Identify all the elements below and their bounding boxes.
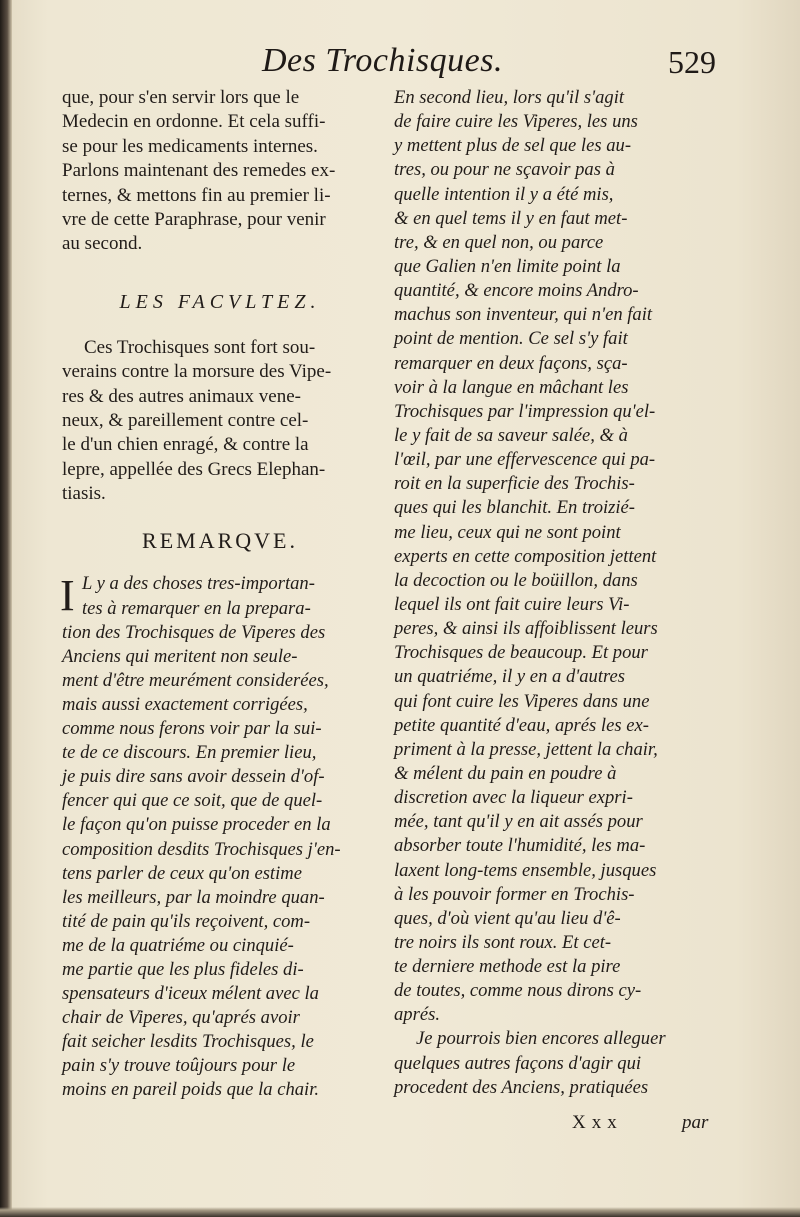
running-head: Des Trochisques.	[262, 42, 503, 79]
text-line: me partie que les plus fideles di-	[62, 958, 304, 980]
text-line: En second lieu, lors qu'il s'agit	[394, 87, 625, 108]
text-line: au second.	[62, 233, 143, 255]
text-line: tens parler de ceux qu'on estime	[62, 862, 302, 884]
text-line: L y a des choses tres-importan-	[82, 573, 315, 595]
text-line: mée, tant qu'il y en ait assés pour	[394, 811, 643, 833]
text-line: tité de pain qu'ils reçoivent, com-	[62, 910, 311, 932]
text-line: te de ce discours. En premier lieu,	[62, 742, 317, 764]
text-line: peres, & ainsi ils affoiblissent leurs	[394, 618, 658, 640]
text-line: tiasis.	[62, 483, 106, 505]
drop-cap: I	[60, 571, 75, 621]
text-line: petite quantité d'eau, aprés les ex-	[394, 714, 649, 736]
signature-mark: Xxx	[572, 1112, 623, 1133]
page-bottom-edge	[0, 1207, 800, 1217]
text-line: ques qui les blanchit. En troizié-	[394, 497, 636, 519]
text-line: Medecin en ordonne. Et cela suffi-	[62, 111, 326, 133]
text-line: ques, d'où vient qu'au lieu d'ê-	[394, 907, 621, 929]
text-line: le d'un chien enragé, & contre la	[62, 434, 309, 456]
text-line: fencer qui que ce soit, que de quel-	[62, 790, 323, 812]
catchword: par	[682, 1112, 709, 1133]
text-line: que, pour s'en servir lors que le	[62, 87, 300, 108]
text-line: laxent long-tems ensemble, jusques	[394, 859, 657, 881]
text-line: neux, & pareillement contre cel-	[62, 409, 309, 431]
text-line: me lieu, ceux qui ne sont point	[394, 521, 621, 543]
text-line: tes à remarquer en la prepara-	[82, 597, 311, 619]
text-line: le y fait de sa saveur salée, & à	[394, 424, 628, 446]
text-line: ment d'être meurément considerées,	[62, 669, 329, 691]
text-line: qui font cuire les Viperes dans une	[394, 690, 650, 712]
text-line: les meilleurs, par la moindre quan-	[62, 886, 325, 908]
text-line: quelques autres façons d'agir qui	[394, 1052, 642, 1074]
page-binding-shadow	[0, 0, 12, 1217]
text-line: absorber toute l'humidité, les ma-	[394, 835, 646, 857]
text-line: tion des Trochisques de Viperes des	[62, 621, 326, 643]
section-heading-remarque: REMARQVE.	[142, 528, 298, 554]
section-heading-facultez: LES FACVLTEZ.	[119, 290, 321, 313]
facultez-paragraph	[62, 336, 378, 507]
text-line: priment à la presse, jettent la chair,	[394, 738, 658, 760]
text-line: machus son inventeur, qui n'en fait	[394, 304, 653, 326]
text-line: tre noirs ils sont roux. Et cet-	[394, 931, 612, 953]
text-line: voir à la langue en mâchant les	[394, 376, 629, 398]
text-line: mais aussi exactement corrigées,	[62, 693, 308, 715]
text-line: y mettent plus de sel que les au-	[394, 135, 632, 157]
text-line: Je pourrois bien encores alleguer	[416, 1028, 666, 1050]
text-line: pain s'y trouve toûjours pour le	[62, 1055, 296, 1077]
text-line: chair de Viperes, qu'aprés avoir	[62, 1007, 300, 1029]
left-column	[62, 86, 378, 1103]
text-line: Ces Trochisques sont fort sou-	[84, 336, 316, 358]
text-line: de faire cuire les Viperes, les uns	[394, 111, 638, 133]
remarque-paragraph	[62, 572, 378, 1102]
text-line: procedent des Anciens, pratiquées	[394, 1076, 649, 1098]
text-line: un quatriéme, il y en a d'autres	[394, 666, 626, 688]
text-line: aprés.	[394, 1004, 440, 1026]
text-line: & mélent du pain en poudre à	[394, 762, 617, 784]
text-line: l'œil, par une effervescence qui pa-	[394, 449, 656, 471]
page-number: 529	[668, 44, 716, 80]
text-line: quantité, & encore moins Andro-	[394, 280, 639, 302]
text-line: le façon qu'on puisse proceder en la	[62, 814, 331, 836]
text-line: composition desdits Trochisques j'en-	[62, 838, 341, 860]
text-line: je puis dire sans avoir dessein d'of-	[62, 766, 325, 788]
text-line: tre, & en quel non, ou parce	[394, 231, 604, 253]
text-line: Parlons maintenant des remedes ex-	[62, 160, 336, 182]
text-line: tres, ou pour ne sçavoir pas à	[394, 159, 615, 181]
text-line: fait seicher lesdits Trochisques, le	[62, 1031, 314, 1053]
text-line: me de la quatriéme ou cinquié-	[62, 934, 294, 956]
text-line: Anciens qui meritent non seule-	[62, 645, 298, 667]
text-line: Trochisques par l'impression qu'el-	[394, 400, 656, 422]
intro-paragraph	[62, 86, 378, 257]
text-line: la decoction ou le boüillon, dans	[394, 569, 638, 591]
text-line: que Galien n'en limite point la	[394, 255, 621, 277]
text-line: experts en cette composition jettent	[394, 545, 657, 567]
text-line: à les pouvoir former en Trochis-	[394, 883, 635, 905]
text-line: point de mention. Ce sel s'y fait	[394, 328, 628, 350]
right-column	[394, 86, 730, 1100]
text-line: vre de cette Paraphrase, pour venir	[62, 208, 326, 230]
text-line: Trochisques de beaucoup. Et pour	[394, 642, 648, 664]
text-line: spensateurs d'iceux mélent avec la	[62, 983, 319, 1005]
text-line: remarquer en deux façons, sça-	[394, 352, 628, 374]
text-line: te derniere methode est la pire	[394, 956, 621, 978]
text-line: discretion avec la liqueur expri-	[394, 787, 633, 809]
text-line: ternes, & mettons fin au premier li-	[62, 184, 331, 206]
text-line: roit en la superficie des Trochis-	[394, 473, 635, 495]
text-line: comme nous ferons voir par la sui-	[62, 718, 322, 740]
text-line: verains contre la morsure des Vipe-	[62, 361, 332, 383]
text-line: & en quel tems il y en faut met-	[394, 207, 628, 229]
text-line: moins en pareil poids que la chair.	[62, 1079, 320, 1101]
text-line: se pour les medicaments internes.	[62, 135, 318, 157]
text-line: de toutes, comme nous dirons cy-	[394, 980, 642, 1002]
text-line: quelle intention il y a été mis,	[394, 183, 614, 205]
text-line: lequel ils ont fait cuire leurs Vi-	[394, 593, 630, 615]
text-line: res & des autres animaux vene-	[62, 385, 301, 407]
text-line: lepre, appellée des Grecs Elephan-	[62, 458, 326, 480]
